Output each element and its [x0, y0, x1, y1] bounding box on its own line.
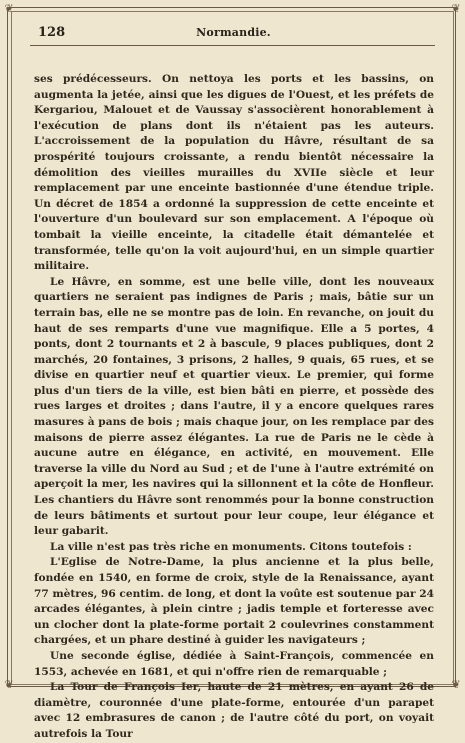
paragraph: ses prédécesseurs. On nettoya les ports et les bassins, on augmenta la jetée, ainsi que les digues de l'Ouest, et les préfets de Kergariou, Malouet et de Vaussay s'associèrent honorablement à l'exécution de plans dont ils n'étaient pas les auteurs. L'accroissement de la population du Hâvre, résultant de sa prospérité toujours croissante, a rendu bientôt nécessaire la démolition des vieilles murailles du XVIIe siècle et leur remplacement par une enceinte bastionnée d'une étendue triple. Un décret de 1854 a ordonné la suppression de cette enceinte et l'ouverture d'un boulevard sur son emplacement. A l'époque où tombait la vieille enceinte, la citadelle était démantelée et transformée, telle qu'on la voit aujourd'hui, en un simple quartier militaire. — [34, 73, 434, 273]
body-text — [34, 72, 434, 743]
paragraph: La ville n'est pas très riche en monuments. Citons toutefois : — [50, 540, 412, 553]
page-number: 128 — [38, 25, 66, 40]
corner-ornament-icon: ❦ — [451, 2, 461, 15]
running-title: Normandie. — [196, 26, 271, 39]
corner-ornament-icon: ❦ — [4, 2, 14, 15]
paragraph: Le Hâvre, en somme, est une belle ville, dont les nouveaux quartiers ne seraient pas indignes de Paris ; mais, bâtie sur un terrain bas, elle ne se montre pas de loin. En revanche, on jouit du haut de ses remparts d'une vue magnifique. Elle a 5 portes, 4 ponts, dont 2 tournants et 2 à bascule, 9 places publiques, dont 2 marchés, 20 fontaines, 3 prisons, 2 halles, 9 quais, 65 rues, et se divise en quartier neuf et quartier vieux. Le premier, qui forme plus d'un tiers de la ville, est bien bâti en pierre, et possède des rues larges et droites ; dans l'autre, il y a encore quelques rares masures à pans de bois ; mais chaque jour, on les remplace par des maisons de pierre assez élégantes. La rue de Paris ne le cède à aucune autre en élégance, en activité, en mouvement. Elle traverse la ville du Nord au Sud ; et de l'une à l'autre extrémité on aperçoit la mer, les navires qui la sillonnent et la côte de Honfleur. Les chantiers du Hâvre sont renommés pour la bonne construction de leurs bâtiments et surtout pour leur coupe, leur élégance et leur gabarit. — [34, 275, 434, 538]
paragraph: L'Eglise de Notre-Dame, la plus ancienne et la plus belle, fondée en 1540, en forme de croix, style de la Renaissance, ayant 77 mètres, 96 centim. de long, et dont la voûte est soutenue par 24 arcades élégantes, à plein cintre ; jadis temple et forteresse avec un clocher dont la plate-forme portait 2 coulevrines constamment chargées, et un phare destiné à guider les navigateurs ; — [34, 556, 434, 647]
paragraph: La Tour de François Ier, haute de 21 mètres, en ayant 26 de diamètre, couronnée d'une plate-forme, entourée d'un parapet avec 12 embrasures de canon ; de l'autre côté du port, on voyait autrefois la Tour — [34, 681, 434, 740]
corner-ornament-icon: ❦ — [4, 678, 14, 691]
header-rule — [30, 45, 435, 46]
page-header — [26, 25, 441, 41]
paragraph: Une seconde église, dédiée à Saint-François, commencée en 1553, achevée en 1681, et qui n'offre rien de remarquable ; — [34, 649, 434, 678]
corner-ornament-icon: ❦ — [451, 678, 461, 691]
